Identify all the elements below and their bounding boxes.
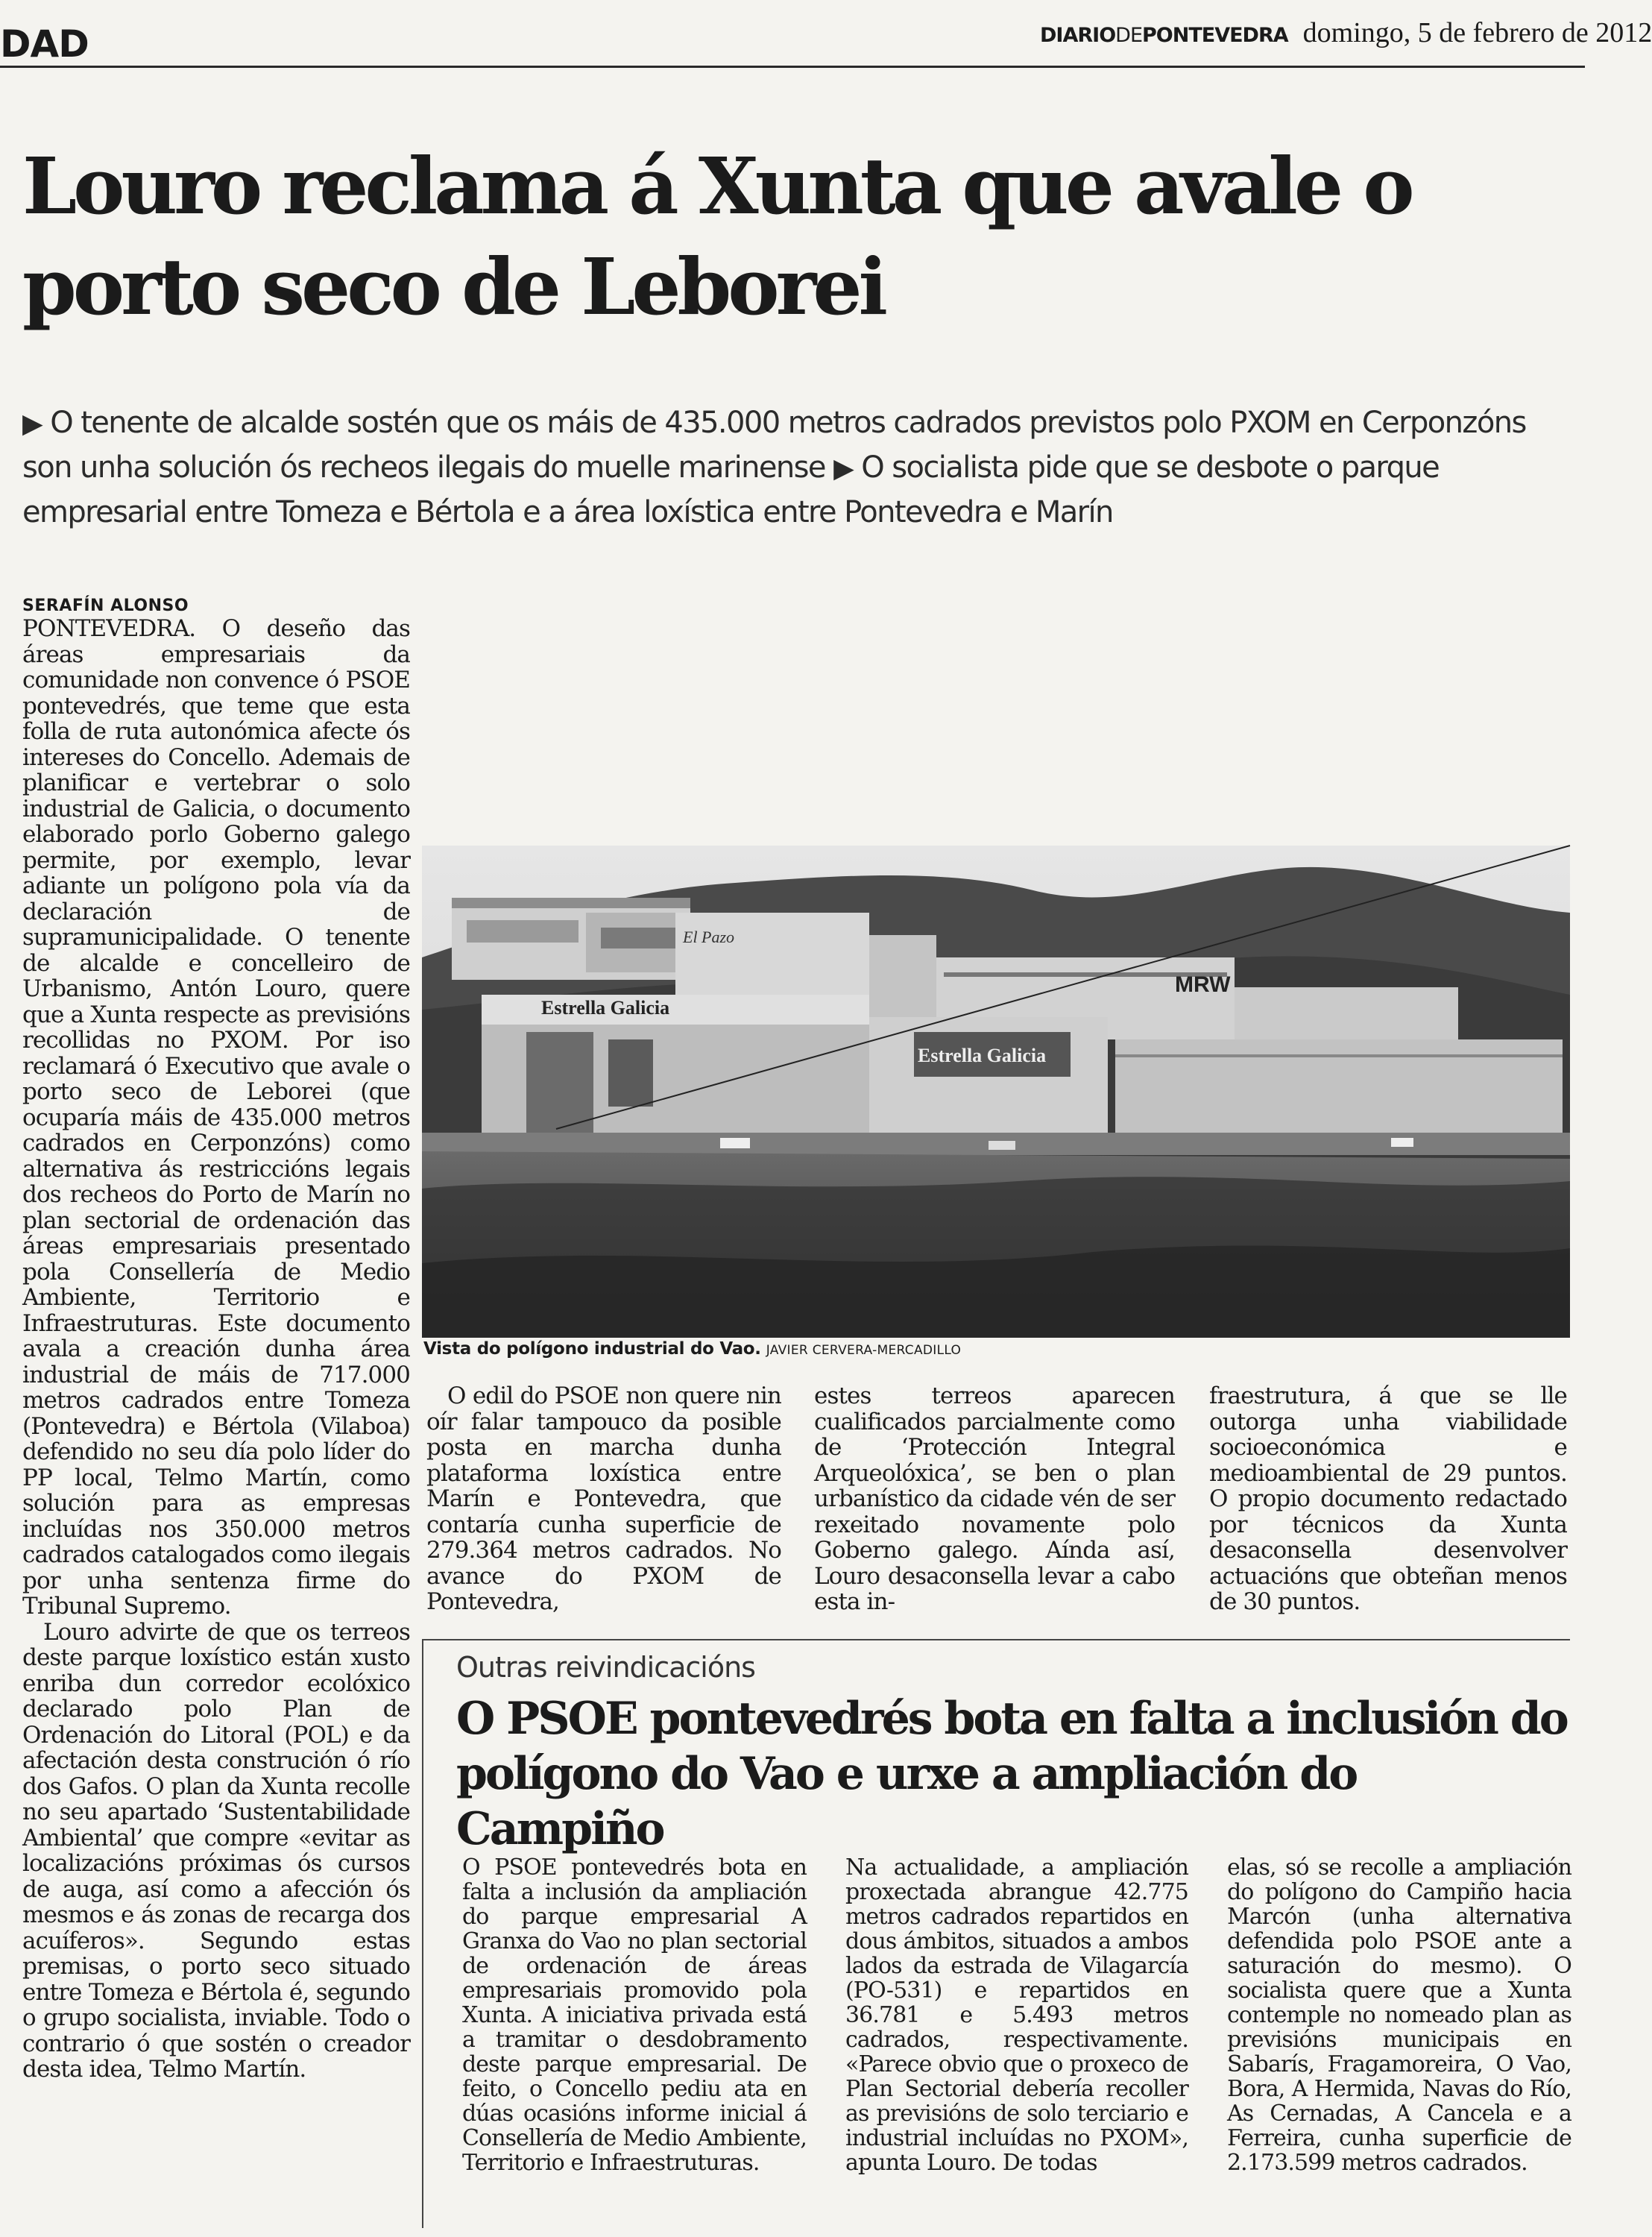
paragraph: PONTEVEDRA. O deseño das áreas empresariais da comunidade non convence ó PSOE pontevedrés, que teme que esta folla de ruta autonómica afecte ós intereses do Concello. Ademais de planificar e vertebrar o solo industrial de Galicia, o documento elaborado porlo Goberno galego permite, por exemplo, levar adiante un polígono pola vía da declaración de supramunicipalidade. O tenente de alcalde e concelleiro de Urbanismo, Antón Louro, quere que a Xunta respecte as previsións recollidas no PXOM. Por iso reclamará ó Executivo que avale o porto seco de Leborei (que ocuparía máis de 435.000 metros cadrados en Cerponzóns) como alternativa ás restriccións legais dos recheos do Porto de Marín no plan sectorial de ordenación das áreas empresariais presentado pola Consellería de Medio Ambiente, Territorio e Infraestruturas. Este documento avala a creación dunha área industrial de máis de 717.000 metros cadrados entre Tomeza (Pontevedra) e Bértola (Vilaboa) defendido no seu día polo líder do PP local, Telmo Martín, como solución para as empresas incluídas nos 350.000 metros cadrados catalogados como ilegais por unha sentenza firme do Tribunal Supremo. <box>22 615 410 1620</box>
triangle-bullet-icon: ▶ <box>22 409 42 439</box>
newspaper-brand <box>1040 24 1288 47</box>
byline: SERAFÍN ALONSO <box>22 597 189 615</box>
industrial-park-photo <box>422 846 1570 1338</box>
article-photo <box>422 846 1570 1338</box>
masthead <box>1040 16 1652 61</box>
article-column-3 <box>814 1383 1175 1615</box>
caption-text: Vista do polígono industrial do Vao. <box>423 1339 761 1359</box>
secondary-column-3 <box>1227 1855 1571 2175</box>
subhead-point-2: O socialista pide que se desbote o parque empresarial entre Tomeza e Bértola e a área loxística entre Pontevedra e Marín <box>22 450 1440 529</box>
article-column-2 <box>426 1383 781 1615</box>
subheadline <box>22 401 1573 534</box>
brand-part-de: DE <box>1115 24 1143 47</box>
triangle-bullet-icon: ▶ <box>833 453 854 484</box>
paragraph: O PSOE pontevedrés bota en falta a inclusión da ampliación do parque empresarial A Granxa do Vao no plan sectorial de ordenación de áreas empresariais promovido pola Xunta. A iniciativa privada está a tramitar o desdobramento deste parque empresarial. De feito, o Concello pediu ata en dúas ocasións informe inicial á Consellería de Medio Ambiente, Territorio e Infraestruturas. <box>462 1854 807 2176</box>
subhead-point-1: O tenente de alcalde sostén que os máis de 435.000 metros cadrados previstos polo PXOM en Cerponzóns son unha solución ós recheos ilegais do muelle marinense <box>22 406 1526 485</box>
sign-estrella-galicia: Estrella Galicia <box>541 997 670 1019</box>
paragraph: fraestrutura, á que se lle outorga unha viabilidade socioeconómica e medioambiental de 29 puntos. O propio documento redactado por técnicos da Xunta desaconsella desenvolver actuacións que obteñan menos de 30 puntos. <box>1209 1382 1567 1615</box>
issue-date: domingo, 5 de febrero de 2012 <box>1302 17 1652 48</box>
paragraph: O edil do PSOE non quere nin oír falar tampouco da posible posta en marcha dunha plataforma loxística entre Marín e Pontevedra, que contaría cunha superficie de 279.364 metros cadrados. No avance do PXOM de Pontevedra, <box>426 1382 781 1615</box>
secondary-article-left-rule <box>422 1639 423 2228</box>
brand-part-pontevedra: PONTEVEDRA <box>1142 24 1288 47</box>
photo-caption <box>423 1339 1571 1359</box>
paragraph: Na actualidade, a ampliación proxectada abrangue 42.775 metros cadrados repartidos en dous ámbitos, situados a ambos lados da estrada de Vilagarcía (PO-531) e repartidos en 36.781 e 5.493 metros cadrados, respectivamente. «Parece obvio que o proxeco de Plan Sectorial debería recoller as previsións de solo terciario e industrial incluídas no PXOM», apunta Louro. De todas <box>845 1854 1188 2176</box>
header-rule <box>0 66 1585 68</box>
paragraph: Louro advirte de que os terreos deste parque loxístico están xusto enriba dun corredor ecolóxico declarado polo Plan de Ordenación do Litoral (POL) e da afectación desta construción ó río dos Gafos. O plan da Xunta recolle no seu apartado ‘Sustentabilidade Ambiental’ que compre «evitar as localizacións próximas ós cursos de auga, así como a afección ós mesmos e ás zonas de recarga dos acuíferos». Segundo estas premisas, o porto seco situado entre Tomeza e Bértola é, segundo o grupo socialista, inviable. Todo o contrario ó que sostén o creador desta idea, Telmo Martín. <box>22 1618 410 2083</box>
brand-part-diario: DIARIO <box>1040 24 1116 47</box>
section-label: DAD <box>0 22 89 66</box>
paragraph: elas, só se recolle a ampliación do polígono do Campiño hacia Marcón (unha alternativa defendida polo PSOE ante a saturación do mesmo). O socialista quere que a Xunta contemple no nomeado plan as previsións municipais en Sabarís, Fragamoreira, O Vao, Bora, A Hermida, Navas do Río, As Cernadas, A Cancela e a Ferreira, cunha superficie de 2.173.599 metros cadrados. <box>1227 1854 1571 2176</box>
secondary-kicker: Outras reivindicacións <box>456 1651 755 1684</box>
photo-credit: JAVIER CERVERA-MERCADILLO <box>766 1343 962 1358</box>
secondary-headline: O PSOE pontevedrés bota en falta a inclusión do polígono do Vao e urxe a ampliación do Campiño <box>456 1693 1567 1855</box>
sign-estrella-galicia-banner: Estrella Galicia <box>918 1045 1047 1066</box>
paragraph: estes terreos aparecen cualificados parcialmente como de ‘Protección Integral Arqueolóxica’, se ben o plan urbanístico da cidade vén de ser rexeitado novamente polo Goberno galego. Aínda así, Louro desaconsella levar a cabo esta in- <box>814 1382 1175 1615</box>
secondary-article-rule <box>422 1639 1570 1640</box>
article-column-1 <box>22 616 410 2083</box>
article-column-4 <box>1209 1383 1567 1615</box>
secondary-column-2 <box>845 1855 1188 2175</box>
sign-el-pazo: El Pazo <box>683 928 735 946</box>
sign-mrw: MRW <box>1175 972 1231 997</box>
main-headline: Louro reclama á Xunta que avale o porto seco de Leborei <box>22 140 1411 333</box>
secondary-column-1 <box>462 1855 807 2175</box>
